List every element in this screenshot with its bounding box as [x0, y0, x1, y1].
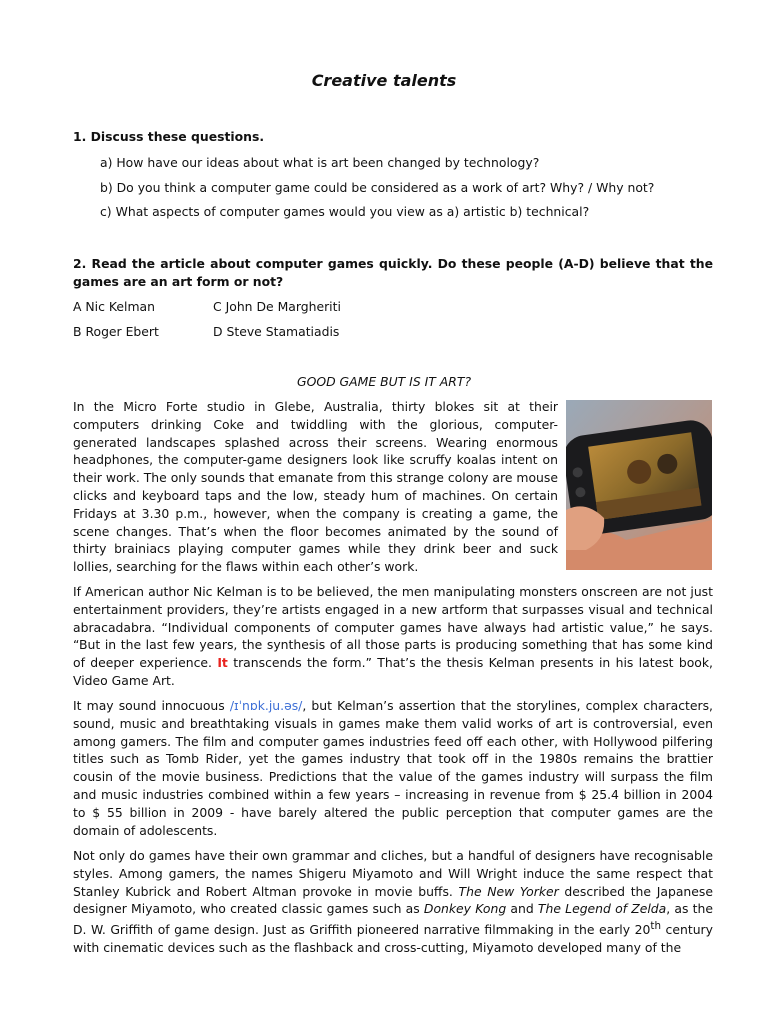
person-d: D Steve Stamatiadis	[213, 323, 340, 339]
person-c: C John De Margheriti	[213, 299, 341, 314]
article-text: described the Japanese designer Miyamoto, who created classic games such as	[73, 883, 713, 917]
article-text: Not only do games have their own grammar and cliches, but a handful of designers have recognisable styles. Among gamers, the names Shigeru Miyamoto and Will Wright induce the same respect that Stanley Kubrick and Robert Altman provoke in movie buffs.	[73, 848, 713, 899]
question-1-item: c) What aspects of computer games would you view as a) artistic b) technical?	[100, 204, 590, 219]
article-paragraph	[73, 847, 713, 957]
question-1-list	[100, 154, 720, 228]
italic-title: The Legend of Zelda	[537, 901, 667, 917]
article-title: GOOD GAME BUT IS IT ART?	[296, 374, 472, 389]
page-title: Creative talents	[311, 71, 457, 90]
article-text: and	[510, 901, 534, 917]
question-2-heading: 2. Read the article about computer games quickly. Do these people (A-D) believe that the games are an art form or not?	[73, 256, 713, 289]
person-a: A Nic Kelman	[73, 299, 155, 314]
question-1-item: b) Do you think a computer game could be considered as a work of art? Why? / Why not?	[100, 179, 655, 195]
handheld-game-photo	[566, 400, 712, 570]
question-1-item: a) How have our ideas about what is art been changed by technology?	[100, 155, 540, 170]
article-text: century with cinematic devices such as the flashback and cross-cutting, Miyamoto developed many of the	[73, 922, 713, 956]
highlighted-word: It	[217, 655, 228, 671]
article-text: It may sound innocuous	[73, 698, 225, 713]
italic-title: Donkey Kong	[423, 901, 507, 917]
article-text: , as the D. W. Griffith of game design. Just as Griffith pioneered narrative filmmaking in the early 20	[73, 901, 713, 938]
article-paragraph	[73, 583, 713, 690]
people-list	[73, 298, 713, 347]
article-text: transcends the form.” That’s the thesis Kelman presents in his latest book, Video Game Art.	[73, 655, 713, 688]
article-paragraph: In the Micro Forte studio in Glebe, Australia, thirty blokes sit at their computers drinking Coke and twiddling with the glorious, computer-generated landscapes splashed across their screens. Wearing enormous headphones, the computer-game designers look like scruffy koalas intent on their work. The only sounds that emanate from this strange colony are mouse clicks and keyboard taps and the low, steady hum of machines. On certain Fridays at 3.30 p.m., however, when the company is creating a game, the scene changes. That’s when the floor becomes animated by the sound of thirty brainiacs playing computer games while they drink beer and suck lollies, searching for the flaws within each other’s work.	[73, 399, 558, 575]
superscript: th	[650, 920, 661, 933]
people-row	[73, 323, 713, 348]
article-text: If American author Nic Kelman is to be believed, the men manipulating monsters onscreen are not just entertainment providers, they’re artists engaged in a new artform that surpasses visual and technical abracadabra. “Individual components of computer games have always had artistic value,” he says. “But in the last few years, the synthesis of all those parts is producing something that has some kind of deeper experience.	[73, 584, 713, 671]
italic-title: The New Yorker	[458, 883, 559, 899]
article-text: , but Kelman’s assertion that the storylines, complex characters, sound, music and breathtaking visuals in games make them valid works of art is controversial, even among gamers. The film and computer games industries feed off each other, with Hollywood pilfering titles such as Tomb Rider, yet the games industry that took off in the 1980s remains the brattier cousin of the movie business. Predictions that the value of the games industry will surpass the film and music industries combined within a few years – increasing in revenue from $ 25.4 billion in 2004 to $ 55 billion in 2009 - have barely altered the public perception that computer games are the domain of adolescents.	[73, 698, 713, 838]
question-1-heading: 1. Discuss these questions.	[73, 129, 265, 144]
people-row	[73, 298, 713, 323]
person-b: B Roger Ebert	[73, 323, 159, 339]
phonetic-transcription: /ɪˈnɒk.ju.əs/	[229, 698, 303, 713]
article-paragraph	[73, 697, 713, 839]
